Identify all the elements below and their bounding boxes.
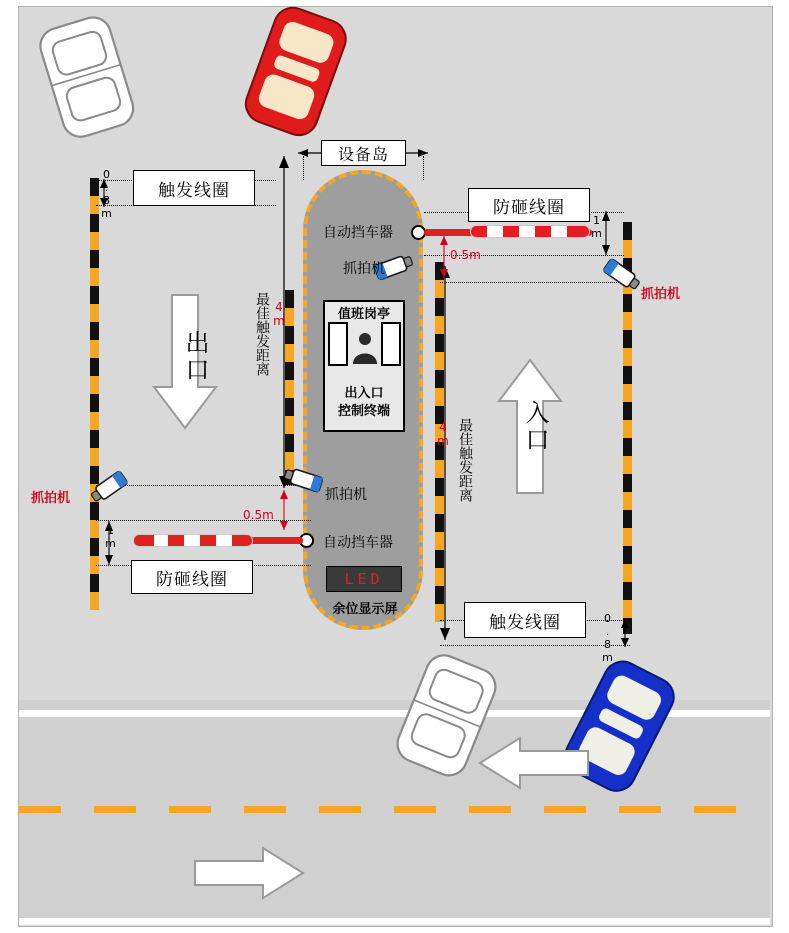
island-right-guide <box>423 156 424 180</box>
dimension-05m-top-label: 0.5m <box>450 248 481 262</box>
dimension-1m-right-label: 1m <box>590 214 603 240</box>
gate-top-label: 自动挡车器 <box>323 225 393 241</box>
anti-smash-coil-left-label: 防砸线圈 <box>131 560 253 594</box>
led-display: LED <box>326 566 402 592</box>
trigger-distance-right-arrow <box>438 262 452 644</box>
camera-top-right-icon <box>598 258 646 298</box>
booth-left-panel <box>328 322 348 366</box>
duty-booth-label: 值班岗亭 <box>337 307 390 322</box>
dimension-08m-bottom-right-label: 0.8m <box>601 612 614 664</box>
terminal-label-line2: 控制终端 <box>337 404 390 419</box>
road-arrow-right <box>195 845 305 901</box>
camera-mid-right-label: 抓拍机 <box>325 487 367 503</box>
trigger-coil-bottom-label: 触发线圈 <box>464 602 586 638</box>
road-edge-line-bottom <box>19 918 770 925</box>
camera-mid-left-icon <box>88 468 136 508</box>
anti-smash-coil-right <box>470 225 590 238</box>
gate-bottom-label: 自动挡车器 <box>323 535 393 551</box>
car-red <box>232 4 362 144</box>
dimension-08m-top-left-label: 0.8m <box>100 168 113 220</box>
dimension-05m-top-arrow <box>437 233 451 281</box>
road-center-dashes <box>19 806 770 813</box>
post-chain-left <box>89 178 98 610</box>
best-trigger-distance-right-label: 最佳触发距离 <box>457 418 473 502</box>
anti-smash-coil-right-label: 防砸线圈 <box>468 188 590 222</box>
anti-smash-coil-left <box>133 534 253 547</box>
terminal-label-line1: 出入口 <box>344 386 384 401</box>
exit-label: 出口 <box>181 330 209 384</box>
camera-top-left-label: 抓拍机 <box>343 261 385 277</box>
trigger-coil-top-label: 触发线圈 <box>133 170 255 206</box>
island-left-guide <box>303 156 304 180</box>
trigger-distance-left-4m: 4m <box>272 300 286 328</box>
camera-top-right-label: 抓拍机 <box>641 287 681 302</box>
led-caption: 余位显示屏 <box>332 602 398 617</box>
car-outline-top-left <box>28 12 153 137</box>
camera-mid-right-icon <box>283 464 329 500</box>
dimension-05m-bottom-label: 0.5m <box>243 508 274 522</box>
entry-label: 入口 <box>521 400 549 454</box>
road-arrow-left <box>480 735 590 791</box>
best-trigger-distance-left-label: 最佳触发距离 <box>254 292 270 376</box>
booth-right-panel <box>381 322 401 366</box>
dimension-1m-left-label: 1m <box>104 524 117 550</box>
dimension-08m-bottom-right <box>617 616 633 650</box>
camera-mid-left-label: 抓拍机 <box>31 491 71 506</box>
operator-icon <box>350 330 380 366</box>
island-title-label: 设备岛 <box>321 140 406 166</box>
trigger-distance-right-4m: 4m <box>436 420 450 448</box>
